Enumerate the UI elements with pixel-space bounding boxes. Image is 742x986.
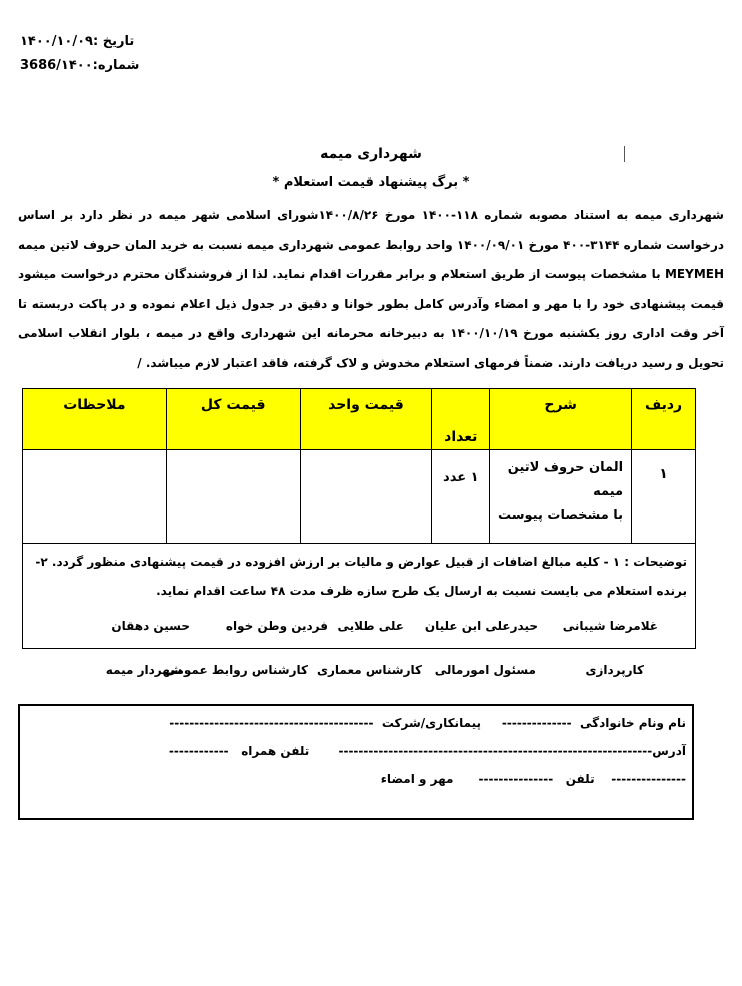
cell-unit-price[interactable]	[300, 450, 432, 544]
cell-row-no: ۱	[632, 450, 696, 544]
signature-title-5: شهردار میمه	[105, 663, 182, 677]
document-title: شهرداری میمه	[320, 146, 422, 162]
cell-description	[490, 450, 632, 544]
signature-title-2: مسئول امورمالی	[434, 663, 536, 677]
signature-title-4: کارشناس روابط عمومی	[164, 663, 308, 677]
header-unit-price: قیمت واحد	[300, 389, 432, 450]
signature-name-2: حیدرعلی ابن علیان	[424, 619, 538, 633]
form-address-phone-line[interactable]: آدرس--------------------------------------------------------------- تلفن همراه ------------	[168, 744, 686, 758]
signature-name-3: علی طلایی	[337, 619, 404, 633]
header-row-no: ردیف	[632, 389, 696, 450]
signature-title-1: کارپردازی	[585, 663, 644, 677]
letter-number-label: شماره:3686/۱۴۰۰	[20, 58, 140, 73]
cell-remarks[interactable]	[23, 450, 167, 544]
description-line-1: المان حروف لاتین میمه	[507, 460, 624, 499]
date-label: تاریخ :۱۴۰۰/۱۰/۰۹	[20, 34, 135, 49]
signature-name-5: حسین دهقان	[111, 619, 190, 633]
header-quantity: تعداد	[432, 389, 490, 450]
header-remarks: ملاحظات	[23, 389, 167, 450]
contractor-form	[18, 704, 694, 820]
signature-title-3: کارشناس معماری	[317, 663, 422, 677]
signature-name-1: غلامرضا شیبانی	[562, 619, 658, 633]
table-header-row	[23, 389, 696, 450]
document-subtitle: * برگ پیشنهاد قیمت استعلام *	[272, 175, 470, 190]
form-name-company-line[interactable]: نام ونام خانوادگی -------------- پیمانکاری/شرکت -----------------------------------------	[169, 716, 686, 730]
cell-quantity: ۱ عدد	[432, 450, 490, 544]
body-paragraph: شهرداری میمه به استناد مصوبه شماره ۱۱۸-۱۴۰۰ مورخ ۱۴۰۰/۸/۲۶شورای اسلامی شهر میمه در نظر دارد بر اساس درخواست شماره ۳۱۴۴-۴۰۰ مورخ ۱۴۰۰/۰۹/۰۱ واحد روابط عمومی شهرداری میمه نسبت به خرید المان حروف لاتین میمه MEYMEH با مشخصات پیوست از طریق استعلام و برابر مقررات اقدام نماید. لذا از فروشندگان محترم درخواست میشود قیمت پیشنهادی خود را با مهر و امضاء وآدرس کامل بطور خوانا و دقیق در جدول ذیل اعلام نموده و در پاکت دربسته تا آخر وقت اداری روز یکشنبه مورخ ۱۴۰۰/۱۰/۱۹ به دبیرخانه محرمانه این شهرداری واقع در میمه ، بلوار انقلاب اسلامی تحویل و رسید دریافت دارند. ضمناً فرمهای استعلام مخدوش و لاک گرفته، فاقد اعتبار لازم میباشد. /	[18, 208, 725, 370]
signature-name-4: فردین وطن خواه	[225, 619, 328, 633]
header-description: شرح	[490, 389, 632, 450]
table-notes: توضیحات : ۱ - کلیه مبالغ اضافات از قبیل عوارض و مالیات بر ارزش افزوده در قیمت پیشنهادی منظور گردد. ۲- برنده استعلام می بایست نسبت به ارسال یک طرح سازه ظرف مدت ۴۸ ساعت اقدام نماید.	[23, 544, 696, 649]
price-table	[22, 388, 696, 649]
description-line-2: با مشخصات پیوست	[497, 508, 624, 523]
header-total-price: قیمت کل	[166, 389, 300, 450]
table-row	[23, 450, 696, 544]
form-phone-seal-line[interactable]: --------------- تلفن --------------- مهر و امضاء	[380, 772, 686, 786]
cell-total-price[interactable]	[166, 450, 300, 544]
